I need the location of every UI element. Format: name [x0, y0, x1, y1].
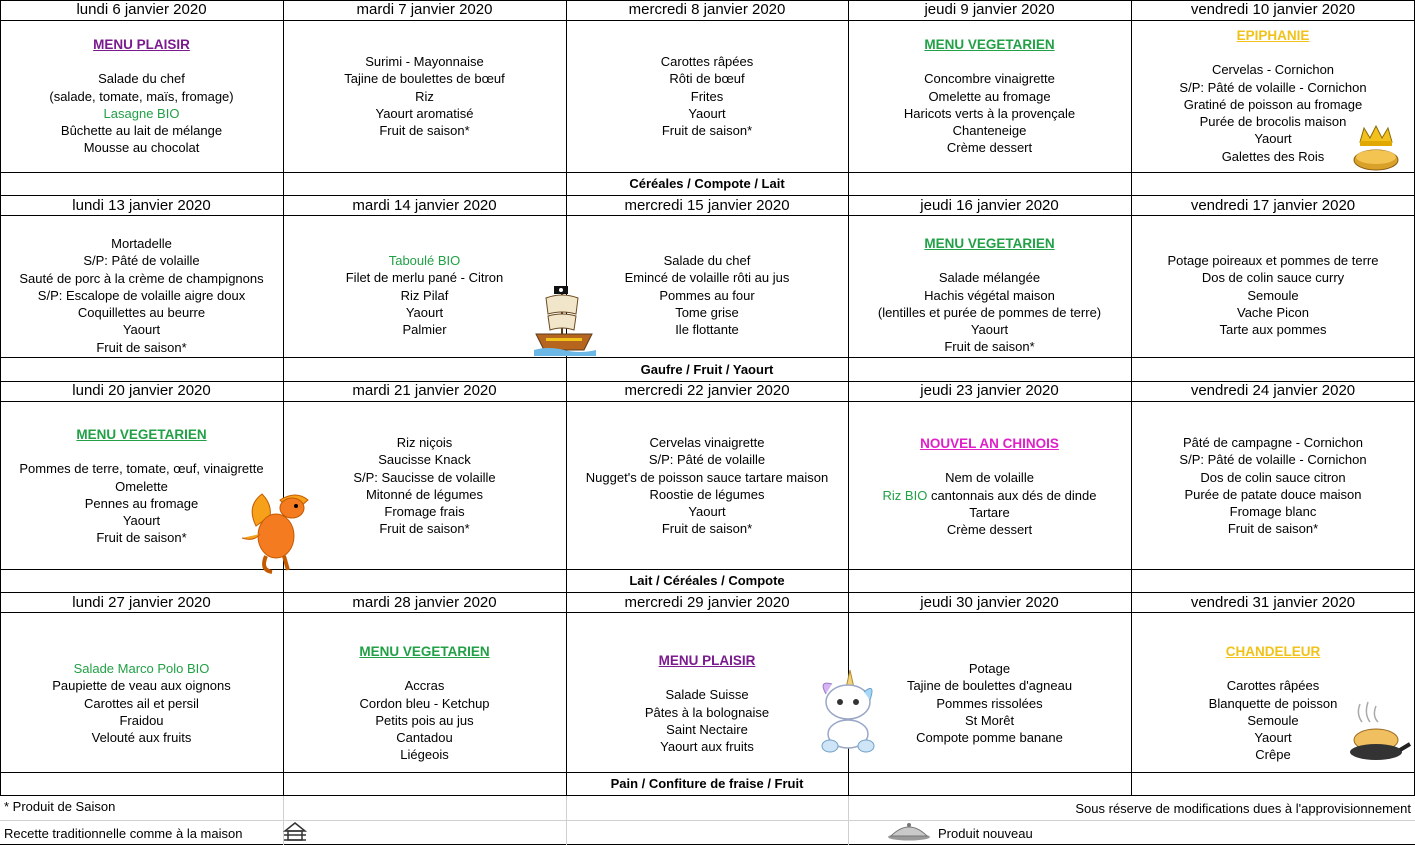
- menu-item: Cervelas vinaigrette: [649, 435, 765, 450]
- menu-item: Coquillettes au beurre: [77, 305, 206, 321]
- menu-item: Bûchette au lait de mélange: [60, 123, 223, 139]
- menu-item: Salade du chef: [98, 71, 185, 87]
- menu-theme-label: MENU PLAISIR: [93, 37, 190, 52]
- day-menu: [283, 434, 566, 538]
- menu-theme-label: CHANDELEUR: [1225, 644, 1321, 659]
- bio-label: Riz BIO: [882, 487, 931, 503]
- menu-item: Riz Pilaf: [400, 287, 449, 303]
- menu-item: Fruit de saison*: [661, 123, 753, 139]
- menu-item: Tajine de boulettes de bœuf: [344, 71, 505, 87]
- menu-item: Fruit de saison*: [944, 339, 1035, 355]
- menu-item: Carottes ail et persil: [84, 695, 199, 711]
- menu-item: Riz niçois: [396, 435, 453, 450]
- menu-item: St Morêt: [964, 712, 1015, 728]
- menu-item: (salade, tomate, maïs, fromage): [49, 88, 234, 104]
- day-header: jeudi 23 janvier 2020: [920, 382, 1059, 399]
- crepe-pan-icon: [1346, 700, 1412, 768]
- menu-item: Rôti de bœuf: [669, 71, 745, 87]
- menu-item: Tome grise: [675, 304, 739, 320]
- menu-item: Mousse au chocolat: [83, 140, 200, 156]
- menu-theme-label: MENU VEGETARIEN: [924, 37, 1055, 52]
- menu-item: Concombre vinaigrette: [924, 71, 1055, 87]
- menu-item: Tarte aux pommes: [1219, 322, 1327, 338]
- menu-item: Salade Marco Polo BIO: [73, 661, 210, 676]
- menu-item: Carottes râpées: [1226, 678, 1320, 694]
- day-header: jeudi 30 janvier 2020: [920, 594, 1059, 611]
- menu-item: Fruit de saison*: [661, 521, 753, 537]
- menu-item: Compote pomme banane: [916, 730, 1063, 746]
- menu-item: Yaourt: [122, 513, 161, 529]
- menu-item: Pommes au four: [659, 287, 755, 303]
- menu-item: Potage poireaux et pommes de terre: [1167, 253, 1379, 268]
- menu-item: Filet de merlu pané - Citron: [345, 270, 504, 286]
- menu-item: Omelette: [115, 478, 168, 494]
- reserve-note: Sous réserve de modifications dues à l'approvisionnement: [1075, 801, 1411, 816]
- day-menu: [0, 235, 283, 356]
- menu-item: Fraidou: [119, 712, 164, 728]
- menu-item: Mortadelle: [111, 236, 172, 251]
- day-menu: [848, 660, 1131, 746]
- new-product-note: Produit nouveau: [938, 826, 1033, 841]
- day-menu: [566, 252, 848, 338]
- menu-item: Pâté de campagne - Cornichon: [1183, 435, 1363, 450]
- day-menu: [848, 435, 1131, 538]
- menu-item: Yaourt: [970, 322, 1009, 338]
- snack-row: Céréales / Compote / Lait: [629, 176, 785, 191]
- menu-item: Gratiné de poisson au fromage: [1183, 96, 1363, 112]
- day-header: jeudi 9 janvier 2020: [924, 1, 1055, 18]
- menu-item: Pâtes à la bolognaise: [644, 704, 770, 720]
- menu-item: Vache Picon: [1236, 304, 1310, 320]
- menu-item: Chanteneige: [952, 123, 1027, 139]
- menu-item: Pennes au fromage: [84, 495, 199, 511]
- menu-item: Emincé de volaille rôti au jus: [624, 270, 790, 286]
- menu-item: S/P: Pâté de volaille - Cornichon: [1179, 79, 1367, 95]
- menu-item: Yaourt aux fruits: [660, 739, 754, 755]
- menu-item: Palmier: [402, 322, 447, 338]
- day-header: mardi 14 janvier 2020: [352, 197, 497, 214]
- dragon-icon: [236, 486, 318, 574]
- menu-item: Paupiette de veau aux oignons: [52, 678, 231, 694]
- menu-item: Cervelas - Cornichon: [1211, 62, 1335, 78]
- menu-theme-label: MENU PLAISIR: [658, 653, 756, 668]
- menu-item: Fromage blanc: [1229, 504, 1317, 520]
- day-header: mardi 21 janvier 2020: [352, 382, 497, 399]
- menu-item: Tajine de boulettes d'agneau: [906, 678, 1073, 694]
- menu-item: Semoule: [1247, 712, 1299, 728]
- day-header: mercredi 8 janvier 2020: [628, 1, 786, 18]
- menu-item: Crêpe: [1255, 747, 1291, 763]
- snack-row: Pain / Confiture de fraise / Fruit: [610, 776, 804, 791]
- menu-item: Cantadou: [396, 730, 453, 746]
- menu-item: Hachis végétal maison: [924, 287, 1055, 303]
- menu-item: Surimi - Mayonnaise: [365, 54, 484, 69]
- menu-item: Yaourt: [122, 322, 161, 338]
- menu-item: Cordon bleu - Ketchup: [359, 695, 490, 711]
- house-icon: [282, 820, 308, 842]
- day-menu: [0, 36, 283, 157]
- traditional-note: Recette traditionnelle comme à la maison: [4, 826, 243, 841]
- menu-item: S/P: Escalope de volaille aigre doux: [37, 287, 246, 303]
- menu-item: Taboulé BIO: [388, 253, 461, 268]
- menu-item: Frites: [690, 88, 724, 104]
- menu-item: Fromage frais: [384, 504, 465, 520]
- menu-item: Fruit de saison*: [379, 123, 470, 139]
- day-menu: [848, 235, 1131, 356]
- menu-item: Haricots verts à la provençale: [903, 105, 1076, 121]
- day-header: lundi 20 janvier 2020: [72, 382, 211, 399]
- day-header: mercredi 22 janvier 2020: [624, 382, 790, 399]
- menu-item: Blanquette de poisson: [1208, 695, 1338, 711]
- day-menu: [1131, 434, 1415, 538]
- menu-item: Yaourt: [1254, 131, 1292, 147]
- day-menu: [1131, 252, 1415, 338]
- menu-item: S/P: Pâté de volaille: [83, 253, 200, 269]
- menu-item: S/P: Pâté de volaille: [648, 452, 766, 468]
- day-menu: [283, 53, 566, 139]
- menu-item: Yaourt: [688, 504, 726, 520]
- menu-item: S/P: Saucisse de volaille: [353, 469, 496, 485]
- menu-item: Petits pois au jus: [375, 712, 474, 728]
- menu-item: Riz BIO cantonnais aux dés de dinde: [882, 487, 1097, 503]
- day-menu: [566, 53, 848, 139]
- day-menu: [283, 252, 566, 338]
- day-header: vendredi 10 janvier 2020: [1190, 1, 1356, 18]
- cloche-icon: [886, 820, 932, 842]
- menu-item: Potage: [968, 661, 1011, 676]
- menu-item: Dos de colin sauce citron: [1200, 469, 1346, 485]
- menu-item: Yaourt aromatisé: [375, 105, 474, 121]
- menu-item: Crème dessert: [946, 140, 1033, 156]
- day-menu: [566, 434, 848, 538]
- menu-theme-label: NOUVEL AN CHINOIS: [920, 436, 1059, 451]
- day-header: mercredi 15 janvier 2020: [624, 197, 790, 214]
- menu-item: Fruit de saison*: [379, 521, 470, 537]
- snack-row: Gaufre / Fruit / Yaourt: [640, 362, 774, 377]
- menu-item: Dos de colin sauce curry: [1201, 270, 1345, 286]
- menu-item: Crème dessert: [946, 522, 1033, 538]
- day-header: mardi 7 janvier 2020: [356, 1, 493, 18]
- menu-item: Lasagne BIO: [103, 105, 180, 121]
- menu-item: Yaourt: [1254, 730, 1292, 746]
- menu-item: Salade du chef: [663, 253, 751, 268]
- menu-item: (lentilles et purée de pommes de terre): [877, 304, 1102, 320]
- day-header: jeudi 16 janvier 2020: [920, 197, 1059, 214]
- menu-item: Sauté de porc à la crème de champignons: [19, 270, 264, 286]
- day-header: vendredi 31 janvier 2020: [1190, 594, 1356, 611]
- day-menu: [566, 652, 848, 755]
- pirate-ship-icon: [532, 284, 598, 356]
- menu-item: Saint Nectaire: [666, 721, 748, 737]
- menu-item: Galettes des Rois: [1221, 148, 1325, 164]
- menu-item: Riz: [415, 88, 434, 104]
- menu-item: Fruit de saison*: [1227, 521, 1319, 537]
- menu-item: Omelette au fromage: [928, 88, 1051, 104]
- menu-item: Yaourt: [405, 304, 444, 320]
- day-header: lundi 27 janvier 2020: [72, 594, 211, 611]
- menu-item: Pommes de terre, tomate, œuf, vinaigrette: [19, 461, 264, 477]
- menu-theme-label: MENU VEGETARIEN: [359, 644, 490, 659]
- day-header: lundi 6 janvier 2020: [76, 1, 207, 18]
- menu-item: Purée de patate douce maison: [1184, 486, 1362, 502]
- snack-row: Lait / Céréales / Compote: [629, 573, 785, 588]
- day-header: mercredi 29 janvier 2020: [624, 594, 790, 611]
- menu-item: Carottes râpées: [660, 54, 754, 69]
- seasonal-note: * Produit de Saison: [4, 799, 116, 814]
- menu-item: Nugget's de poisson sauce tartare maison: [585, 469, 829, 485]
- menu-theme-label: MENU VEGETARIEN: [76, 427, 207, 442]
- menu-item: Salade mélangée: [938, 270, 1041, 286]
- menu-item: Nem de volaille: [945, 470, 1034, 486]
- day-header: vendredi 24 janvier 2020: [1190, 382, 1356, 399]
- day-menu: [283, 643, 566, 764]
- menu-item: Ile flottante: [675, 322, 739, 338]
- menu-item: Semoule: [1247, 287, 1299, 303]
- day-header: vendredi 17 janvier 2020: [1190, 197, 1356, 214]
- menu-item: Roostie de légumes: [649, 486, 765, 502]
- menu-theme-label: EPIPHANIE: [1236, 28, 1310, 43]
- menu-item: Fruit de saison*: [96, 530, 187, 546]
- menu-item: Pommes rissolées: [936, 695, 1043, 711]
- menu-item: Velouté aux fruits: [91, 730, 192, 746]
- unicorn-icon: [810, 668, 886, 754]
- menu-item: Tartare: [969, 504, 1010, 520]
- menu-item: Purée de brocolis maison: [1199, 114, 1347, 130]
- menu-item: Saucisse Knack: [378, 452, 471, 468]
- menu-item: Fruit de saison*: [96, 339, 187, 355]
- day-header: mardi 28 janvier 2020: [352, 594, 497, 611]
- menu-item: Salade Suisse: [665, 687, 749, 703]
- day-menu: [0, 660, 283, 746]
- menu-item: S/P: Pâté de volaille - Cornichon: [1179, 452, 1367, 468]
- menu-item: Yaourt: [688, 105, 726, 121]
- menu-item: Accras: [404, 678, 445, 694]
- menu-item: Mitonné de légumes: [365, 486, 484, 502]
- day-menu: [848, 36, 1131, 157]
- crown-cake-icon: [1350, 124, 1402, 174]
- day-header: lundi 13 janvier 2020: [72, 197, 211, 214]
- menu-item: Liégeois: [400, 747, 449, 763]
- menu-theme-label: MENU VEGETARIEN: [924, 236, 1055, 251]
